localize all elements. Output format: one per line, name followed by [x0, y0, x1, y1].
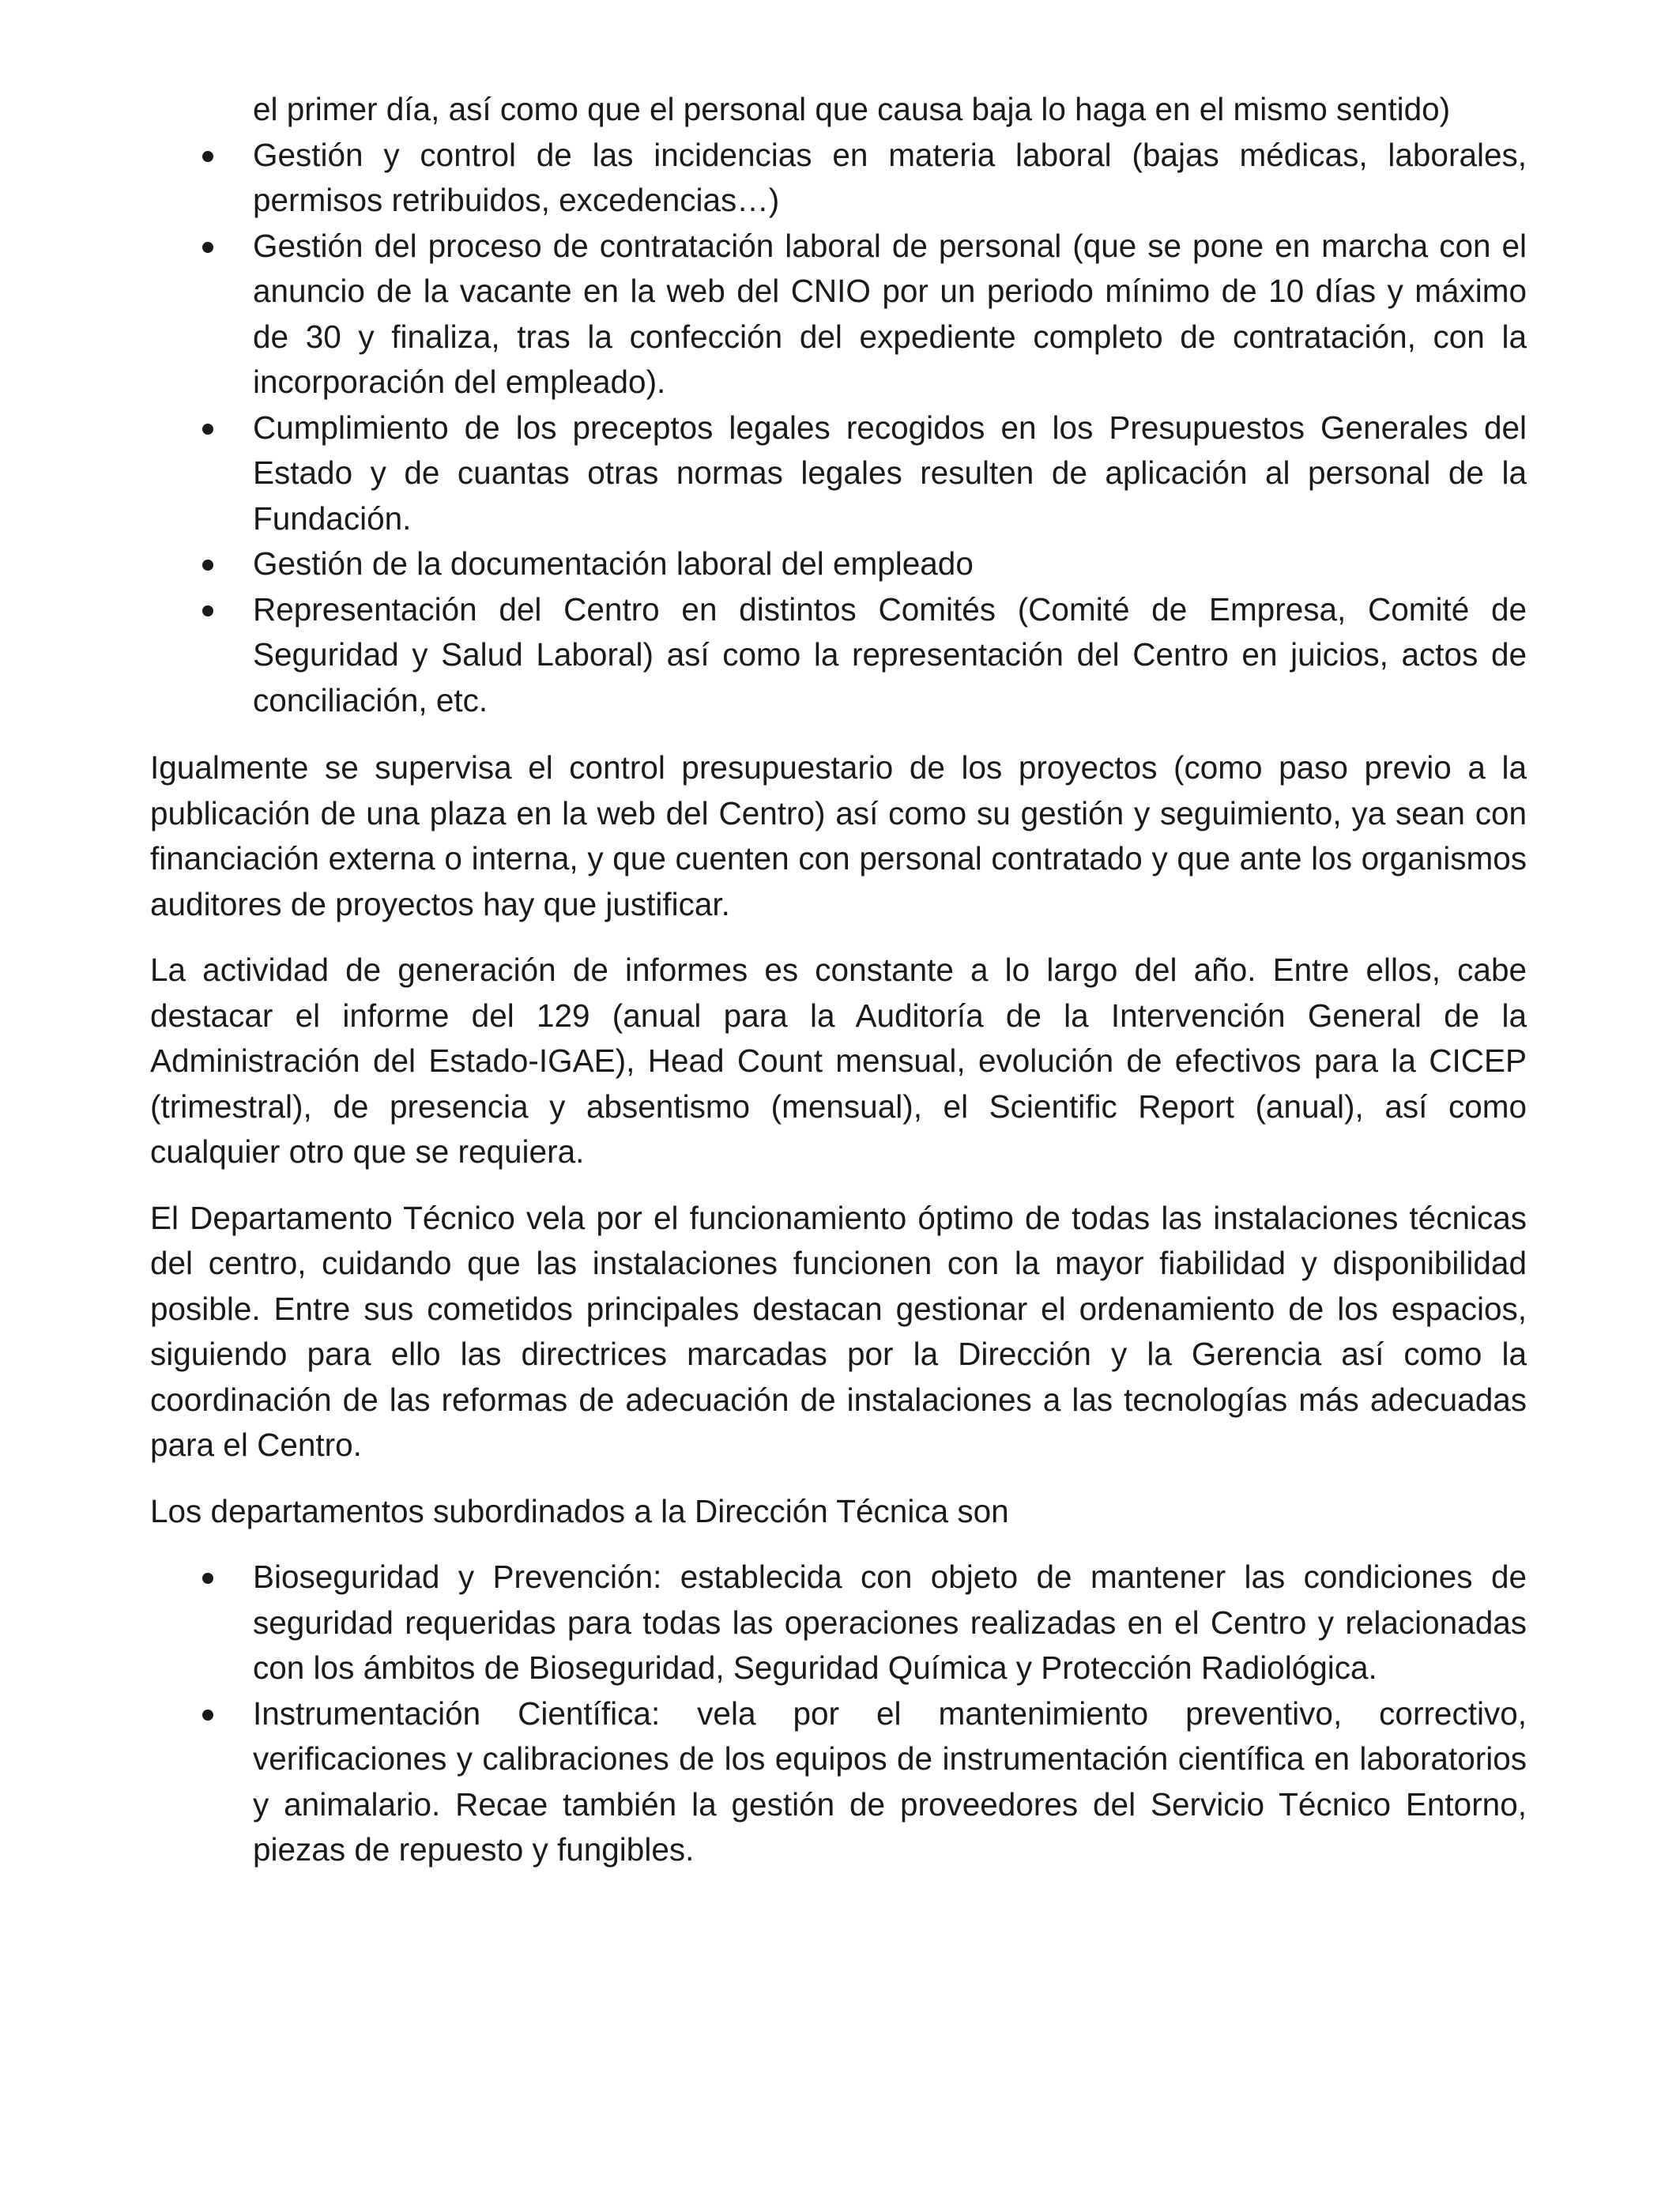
list-item	[150, 224, 1527, 405]
list-item-text: Bioseguridad y Prevención: establecida con objeto de mantener las condiciones de seguridad requeridas para todas las operaciones realizadas en el Centro y relacionadas con los ámbitos de Bioseguridad, Seguridad Química y Protección Radiológica.	[253, 1559, 1527, 1686]
list-item	[150, 1691, 1527, 1873]
list-item	[150, 405, 1527, 542]
list-item	[150, 133, 1527, 224]
list-item	[150, 1555, 1527, 1691]
list-item	[150, 541, 1527, 587]
list-item-text: Gestión del proceso de contratación laboral de personal (que se pone en marcha con el anuncio de la vacante en la web del CNIO por un periodo mínimo de 10 días y máximo de 30 y finaliza, tras la confección del expediente completo de contratación, con la incorporación del empleado).	[253, 227, 1527, 400]
bullet-icon	[202, 1710, 213, 1721]
list-item-continuation	[150, 87, 1527, 133]
paragraph-technical-department: El Departamento Técnico vela por el funcionamiento óptimo de todas las instalaciones técnicas del centro, cuidando que las instalaciones funcionen con la mayor fiabilidad y disponibilidad posible. Entre sus cometidos principales destacan gestionar el ordenamiento de los espacios, siguiendo para ello las directrices marcadas por la Dirección y la Gerencia así como la coordinación de las reformas de adecuación de instalaciones a las tecnologías más adecuadas para el Centro.	[150, 1199, 1527, 1463]
list-item-text: el primer día, así como que el personal que causa baja lo haga en el mismo sentido)	[253, 91, 1451, 127]
bullet-icon	[202, 151, 213, 162]
paragraph-subordinate-departments: Los departamentos subordinados a la Dirección Técnica son	[150, 1492, 1009, 1529]
list-item	[150, 587, 1527, 724]
bullet-icon	[202, 560, 213, 571]
list-item-text: Gestión de la documentación laboral del empleado	[253, 545, 974, 582]
bullet-icon	[202, 1573, 213, 1584]
paragraph-reports: La actividad de generación de informes es constante a lo largo del año. Entre ellos, cabe destacar el informe del 129 (anual para la Auditoría de la Intervención General de la Administración del Estado-IGAE), Head Count mensual, evolución de efectivos para la CICEP (trimestral), de presencia y absentismo (mensual), el Scientific Report (anual), así como cualquier otro que se requiera.	[150, 952, 1527, 1170]
bullet-icon	[202, 605, 213, 616]
list-item-text: Gestión y control de las incidencias en materia laboral (bajas médicas, laborales, permisos retribuidos, excedencias…)	[253, 136, 1527, 218]
paragraph-budget-control: Igualmente se supervisa el control presupuestario de los proyectos (como paso previo a la publicación de una plaza en la web del Centro) así como su gestión y seguimiento, ya sean con financiación externa o interna, y que cuenten con personal contratado y que ante los organismos auditores de proyectos hay que justificar.	[150, 749, 1527, 922]
document-page	[150, 87, 1527, 1873]
list-item-text: Representación del Centro en distintos Comités (Comité de Empresa, Comité de Seguridad y Salud Laboral) así como la representación del Centro en juicios, actos de conciliación, etc.	[253, 590, 1527, 718]
bullet-icon	[202, 424, 213, 435]
departments-list	[150, 1555, 1527, 1873]
responsibilities-list	[150, 87, 1527, 723]
bullet-icon	[202, 242, 213, 253]
list-item-text: Instrumentación Científica: vela por el mantenimiento preventivo, correctivo, verificaciones y calibraciones de los equipos de instrumentación científica en laboratorios y animalario. Recae también la gestión de proveedores del Servicio Técnico Entorno, piezas de repuesto y fungibles.	[253, 1695, 1527, 1868]
list-item-text: Cumplimiento de los preceptos legales recogidos en los Presupuestos Generales del Estado y de cuantas otras normas legales resulten de aplicación al personal de la Fundación.	[253, 409, 1527, 537]
